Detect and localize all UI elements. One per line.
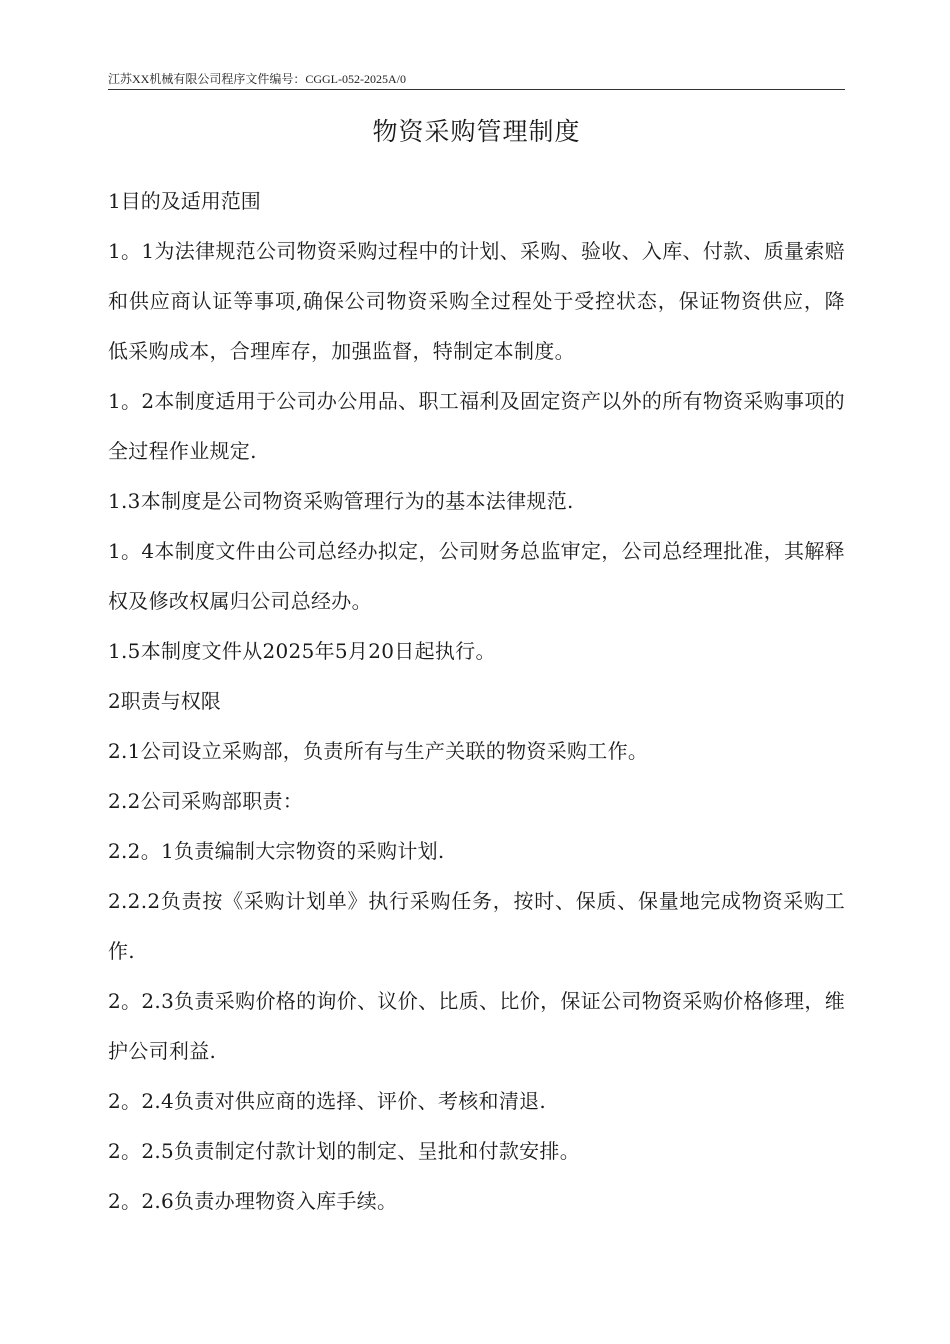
paragraph: 1.5本制度文件从2025年5月20日起执行。 [108, 639, 496, 663]
paragraph: 1。2本制度适用于公司办公用品、职工福利及固定资产以外的所有物资采购事项的全过程作业规定. [108, 389, 845, 463]
paragraph: 1。1为法律规范公司物资采购过程中的计划、采购、验收、入库、付款、质量索赔和供应商认证等事项,确保公司物资采购全过程处于受控状态，保证物资供应，降低采购成本，合理库存，加强监督，特制定本制度。 [108, 239, 845, 363]
paragraph: 2.1公司设立采购部，负责所有与生产关联的物资采购工作。 [108, 739, 649, 763]
paragraph: 2。2.4负责对供应商的选择、评价、考核和清退. [108, 1089, 547, 1113]
paragraph: 2.2公司采购部职责： [108, 789, 304, 813]
document-title: 物资采购管理制度 [372, 117, 581, 146]
paragraph: 2。2.5负责制定付款计划的制定、呈批和付款安排。 [108, 1139, 581, 1163]
paragraph: 2。2.3负责采购价格的询价、议价、比质、比价，保证公司物资采购价格修理，维护公司利益. [108, 989, 845, 1063]
paragraph: 1。4本制度文件由公司总经办拟定，公司财务总监审定，公司总经理批准，其解释权及修改权属归公司总经办。 [108, 539, 845, 613]
section-heading: 2职责与权限 [108, 689, 221, 713]
paragraph: 2.2.2负责按《采购计划单》执行采购任务，按时、保质、保量地完成物资采购工作. [108, 889, 845, 963]
paragraph: 2.2。1负责编制大宗物资的采购计划. [108, 839, 445, 863]
paragraph: 2。2.6负责办理物资入库手续。 [108, 1189, 398, 1213]
document-body [108, 176, 845, 1226]
document-header: 江苏XX机械有限公司程序文件编号：CGGL-052-2025A/0 [108, 71, 845, 90]
section-heading: 1目的及适用范围 [108, 189, 261, 213]
paragraph: 1.3本制度是公司物资采购管理行为的基本法律规范. [108, 489, 574, 513]
